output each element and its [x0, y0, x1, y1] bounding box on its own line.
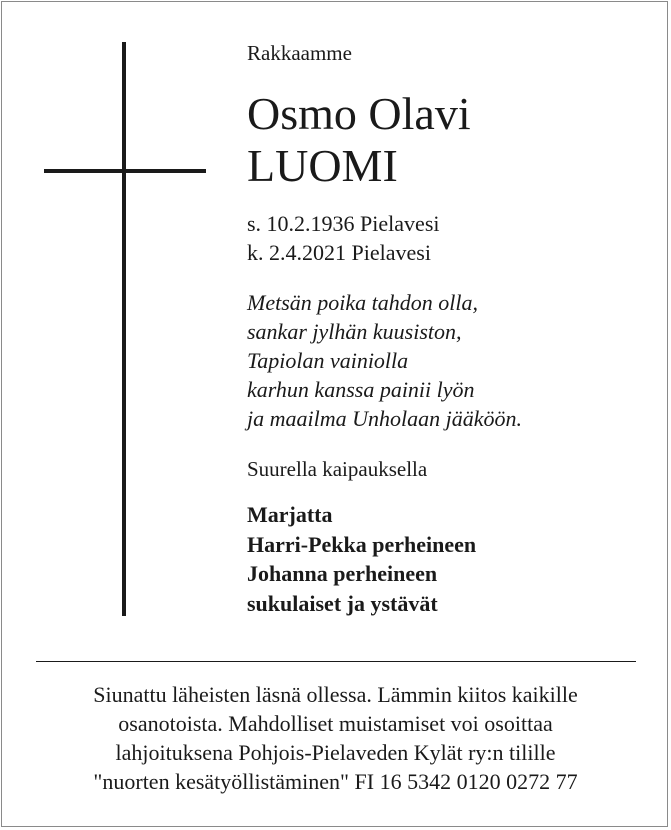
poem-line: karhun kanssa painii lyön: [247, 377, 475, 402]
cross-horizontal-bar: [44, 169, 206, 173]
mourner-name: Marjatta: [247, 502, 333, 527]
poem-line: Tapiolan vainiolla: [247, 348, 409, 373]
mourners-list: [247, 500, 476, 618]
sorrow-phrase: Suurella kaipauksella: [247, 457, 428, 481]
deceased-name: [247, 88, 471, 192]
section-divider: [36, 661, 636, 662]
deceased-first-names: Osmo Olavi: [247, 88, 471, 139]
funeral-info-line: osanotoista. Mahdolliset muistamiset voi osoittaa: [118, 711, 553, 736]
deceased-surname: LUOMI: [247, 140, 398, 191]
mourner-name: Johanna perheineen: [247, 561, 438, 586]
memorial-poem: [247, 288, 522, 433]
poem-line: ja maailma Unholaan jääköön.: [247, 406, 522, 431]
mourner-name: sukulaiset ja ystävät: [247, 590, 438, 616]
funeral-info: [20, 680, 651, 796]
poem-line: sankar jylhän kuusiston,: [247, 319, 462, 344]
life-dates: [247, 209, 440, 267]
intro-text: Rakkaamme: [247, 41, 352, 65]
birth-date: s. 10.2.1936 Pielavesi: [247, 211, 440, 236]
funeral-info-line: lahjoituksena Pohjois-Pielaveden Kylät ry:n tilille: [115, 740, 556, 765]
cross-vertical-bar: [122, 42, 126, 616]
poem-line: Metsän poika tahdon olla,: [247, 290, 478, 315]
funeral-info-line: Siunattu läheisten läsnä ollessa. Lämmin kiitos kaikille: [93, 682, 578, 707]
mourner-name: Harri-Pekka perheineen: [247, 531, 477, 557]
death-date: k. 2.4.2021 Pielavesi: [247, 240, 431, 265]
funeral-info-line: "nuorten kesätyöllistäminen" FI 16 5342 0120 0272 77: [93, 769, 578, 794]
